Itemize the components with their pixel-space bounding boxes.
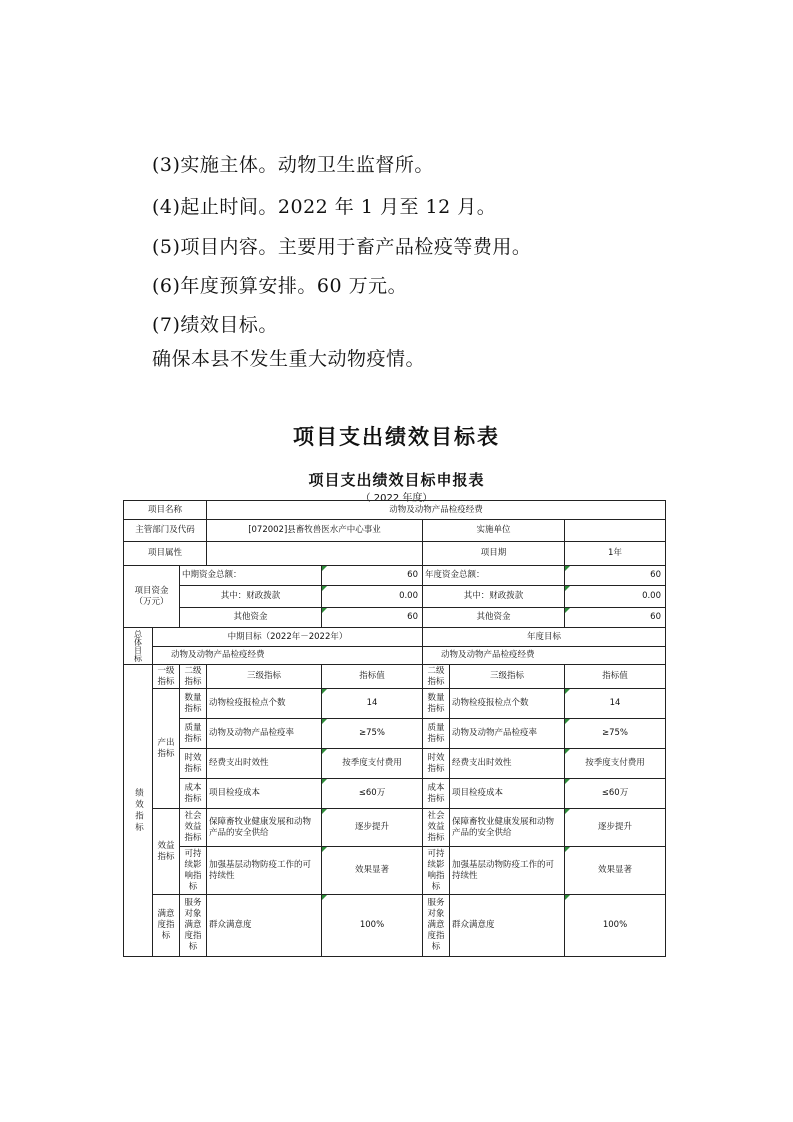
value-attribute <box>207 542 423 566</box>
row-value-yr: ≥75% <box>565 719 666 749</box>
row-l2-yr: 数量指标 <box>423 689 450 719</box>
row-l2-yr: 社会效益指标 <box>423 809 450 847</box>
label-attribute: 项目属性 <box>124 542 207 566</box>
row-value-yr: 100% <box>565 895 666 957</box>
label-benefit: 效益指标 <box>153 809 180 895</box>
label-satisfaction: 满意度指标 <box>153 895 180 957</box>
paragraph: (5)项目内容。主要用于畜产品检疫等费用。 <box>152 236 532 258</box>
label-period: 项目期 <box>423 542 565 566</box>
value-period: 1年 <box>565 542 666 566</box>
header-level3-yr: 三级指标 <box>450 665 565 689</box>
value-dept: [072002]县畜牧兽医水产中心事业 <box>207 520 423 542</box>
value-impl-unit <box>565 520 666 542</box>
row-value-yr: 按季度支付费用 <box>565 749 666 779</box>
label-output: 产出指标 <box>153 689 180 809</box>
label-overall-goal-text: 总体目标 <box>133 630 143 662</box>
row-value: 效果显著 <box>322 847 423 895</box>
row-value: ≥75% <box>322 719 423 749</box>
paragraph: (7)绩效目标。 <box>152 314 278 336</box>
row-value-yr: 效果显著 <box>565 847 666 895</box>
row-l2: 数量指标 <box>180 689 207 719</box>
paragraph: (3)实施主体。动物卫生监督所。 <box>152 154 434 176</box>
row-l2-yr: 成本指标 <box>423 779 450 809</box>
header-value: 指标值 <box>322 665 423 689</box>
row-value: 100% <box>322 895 423 957</box>
value-mid-total: 60 <box>322 566 423 586</box>
mid-goal-text: 动物及动物产品检疫经费 <box>153 647 423 665</box>
row-l3: 动物及动物产品检疫率 <box>207 719 322 749</box>
row-value-yr: ≤60万 <box>565 779 666 809</box>
label-funds: 项目资金 （万元） <box>124 566 180 628</box>
row-l2-yr: 时效指标 <box>423 749 450 779</box>
row-l2: 成本指标 <box>180 779 207 809</box>
row-value-yr: 14 <box>565 689 666 719</box>
row-value-yr: 逐步提升 <box>565 809 666 847</box>
row-l3-yr: 保障畜牧业健康发展和动物产品的安全供给 <box>450 809 565 847</box>
performance-form-table <box>123 500 666 957</box>
row-l3-yr: 加强基层动物防疫工作的可持续性 <box>450 847 565 895</box>
row-l3-yr: 经费支出时效性 <box>450 749 565 779</box>
label-dept: 主管部门及代码 <box>124 520 207 542</box>
label-mid-other: 其他资金 <box>180 608 322 628</box>
row-l3: 群众满意度 <box>207 895 322 957</box>
label-impl-unit: 实施单位 <box>423 520 565 542</box>
label-mid-total: 中期资金总额： <box>180 566 322 586</box>
row-value: 按季度支付费用 <box>322 749 423 779</box>
value-mid-other: 60 <box>322 608 423 628</box>
header-level2: 二级指标 <box>180 665 207 689</box>
form-year: （ 2022 年度） <box>360 493 433 504</box>
yr-goal-header: 年度目标 <box>423 628 666 647</box>
header-level3: 三级指标 <box>207 665 322 689</box>
row-l3: 动物检疫报检点个数 <box>207 689 322 719</box>
section-title: 项目支出绩效目标表 <box>293 425 500 449</box>
header-level1: 一级指标 <box>153 665 180 689</box>
row-l3: 加强基层动物防疫工作的可持续性 <box>207 847 322 895</box>
row-l3-yr: 动物及动物产品检疫率 <box>450 719 565 749</box>
row-l3-yr: 动物检疫报检点个数 <box>450 689 565 719</box>
row-l3: 经费支出时效性 <box>207 749 322 779</box>
header-value-yr: 指标值 <box>565 665 666 689</box>
row-l3: 保障畜牧业健康发展和动物产品的安全供给 <box>207 809 322 847</box>
value-yr-total: 60 <box>565 566 666 586</box>
row-l2-yr: 服务对象满意度指标 <box>423 895 450 957</box>
label-mid-fiscal: 其中：财政拨款 <box>180 586 322 608</box>
row-l2: 可持续影响指标 <box>180 847 207 895</box>
yr-goal-text: 动物及动物产品检疫经费 <box>423 647 666 665</box>
row-l2: 时效指标 <box>180 749 207 779</box>
row-l2: 社会效益指标 <box>180 809 207 847</box>
label-overall-goal <box>124 628 153 665</box>
paragraph: (6)年度预算安排。60 万元。 <box>152 275 408 297</box>
form-title: 项目支出绩效目标申报表 <box>308 471 485 489</box>
header-level2-yr: 二级指标 <box>423 665 450 689</box>
value-project-name: 动物及动物产品检疫经费 <box>207 501 666 520</box>
row-l3-yr: 群众满意度 <box>450 895 565 957</box>
row-value: ≤60万 <box>322 779 423 809</box>
label-yr-other: 其他资金 <box>423 608 565 628</box>
mid-goal-header: 中期目标（2022年－2022年） <box>153 628 423 647</box>
row-value: 逐步提升 <box>322 809 423 847</box>
label-yr-fiscal: 其中：财政拨款 <box>423 586 565 608</box>
row-value: 14 <box>322 689 423 719</box>
label-perf-indicators <box>124 665 153 957</box>
row-l3: 项目检疫成本 <box>207 779 322 809</box>
value-yr-other: 60 <box>565 608 666 628</box>
paragraph: (4)起止时间。2022 年 1 月至 12 月。 <box>152 196 497 218</box>
paragraph: 确保本县不发生重大动物疫情。 <box>152 348 426 370</box>
value-yr-fiscal: 0.00 <box>565 586 666 608</box>
row-l2: 服务对象满意度指标 <box>180 895 207 957</box>
row-l2: 质量指标 <box>180 719 207 749</box>
row-l2-yr: 质量指标 <box>423 719 450 749</box>
label-project-name: 项目名称 <box>124 501 207 520</box>
label-perf-indicators-text: 绩效指标 <box>133 787 144 834</box>
label-yr-total: 年度资金总额： <box>423 566 565 586</box>
row-l3-yr: 项目检疫成本 <box>450 779 565 809</box>
value-mid-fiscal: 0.00 <box>322 586 423 608</box>
row-l2-yr: 可持续影响指标 <box>423 847 450 895</box>
